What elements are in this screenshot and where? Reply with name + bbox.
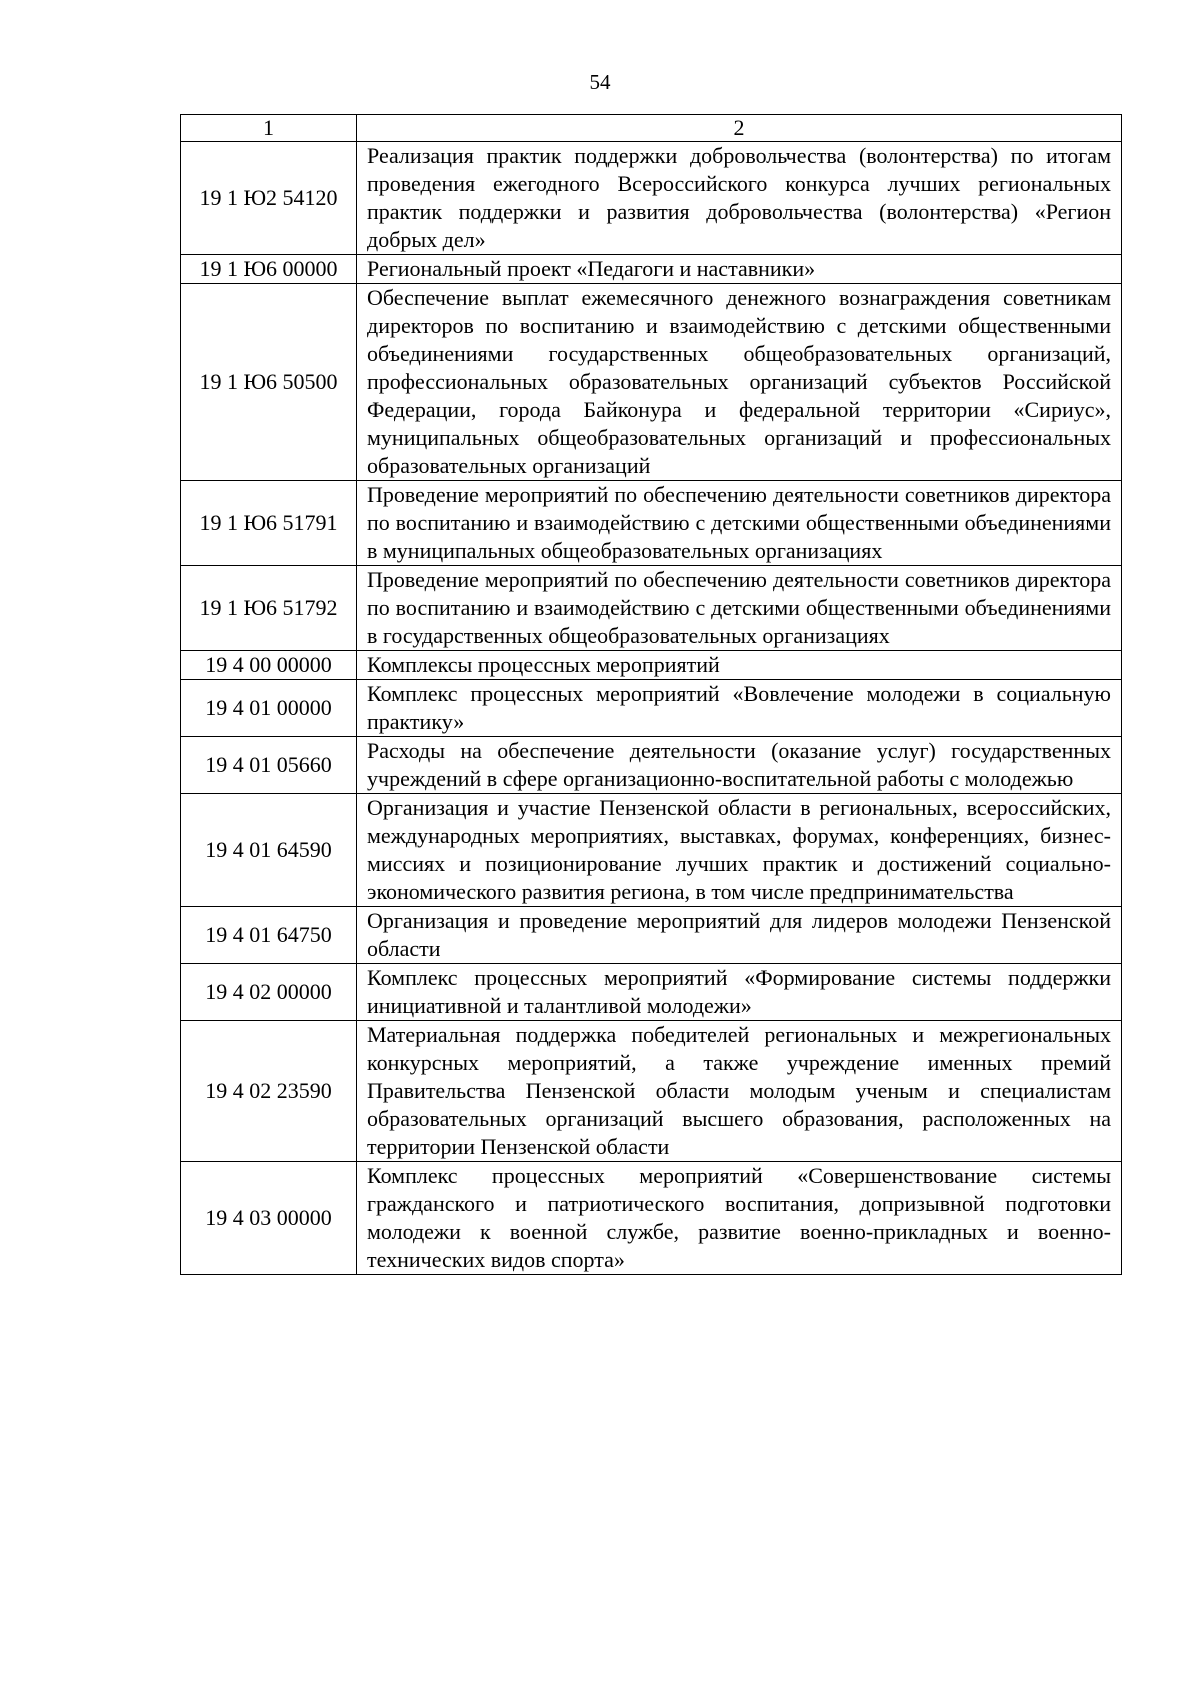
row-description: Комплекс процессных мероприятий «Совершенствование системы гражданского и патриотического воспитания, допризывной подготовки молодежи к военной службе, развитие военно-прикладных и военно-технических видов спорта» bbox=[357, 1162, 1122, 1275]
row-description: Расходы на обеспечение деятельности (оказание услуг) государственных учреждений в сфере организационно-воспитательной работы с молодежью bbox=[357, 737, 1122, 794]
row-description: Реализация практик поддержки добровольчества (волонтерства) по итогам проведения ежегодного Всероссийского конкурса лучших региональных практик поддержки и развития добровольчества (волонтерства) «Регион добрых дел» bbox=[357, 142, 1122, 255]
row-description: Проведение мероприятий по обеспечению деятельности советников директора по воспитанию и взаимодействию с детскими общественными объединениями в муниципальных общеобразовательных организациях bbox=[357, 481, 1122, 566]
table-row bbox=[181, 481, 1122, 566]
table-row bbox=[181, 907, 1122, 964]
row-code: 19 4 01 05660 bbox=[181, 737, 357, 794]
row-code: 19 4 02 00000 bbox=[181, 964, 357, 1021]
row-code: 19 4 00 00000 bbox=[181, 651, 357, 680]
budget-classification-table bbox=[180, 114, 1122, 1275]
table-row bbox=[181, 142, 1122, 255]
row-description: Региональный проект «Педагоги и наставники» bbox=[357, 255, 1122, 284]
row-code: 19 1 Ю6 00000 bbox=[181, 255, 357, 284]
row-code: 19 4 01 64590 bbox=[181, 794, 357, 907]
table-row bbox=[181, 566, 1122, 651]
row-code: 19 1 Ю2 54120 bbox=[181, 142, 357, 255]
column-header-description: 2 bbox=[357, 115, 1122, 142]
table-header-row bbox=[181, 115, 1122, 142]
table-row bbox=[181, 1021, 1122, 1162]
table-row bbox=[181, 794, 1122, 907]
row-code: 19 1 Ю6 50500 bbox=[181, 284, 357, 481]
row-description: Комплекс процессных мероприятий «Вовлечение молодежи в социальную практику» bbox=[357, 680, 1122, 737]
row-code: 19 4 01 64750 bbox=[181, 907, 357, 964]
table-row bbox=[181, 255, 1122, 284]
row-code: 19 1 Ю6 51791 bbox=[181, 481, 357, 566]
row-description: Комплексы процессных мероприятий bbox=[357, 651, 1122, 680]
row-description: Организация и участие Пензенской области в региональных, всероссийских, международных мероприятиях, выставках, форумах, конференциях, бизнес-миссиях и позиционирование лучших практик и достижений социально-экономического развития региона, в том числе предпринимательства bbox=[357, 794, 1122, 907]
table-row bbox=[181, 964, 1122, 1021]
row-description: Комплекс процессных мероприятий «Формирование системы поддержки инициативной и талантливой молодежи» bbox=[357, 964, 1122, 1021]
table-row bbox=[181, 1162, 1122, 1275]
row-description: Материальная поддержка победителей региональных и межрегиональных конкурсных мероприятий, а также учреждение именных премий Правительства Пензенской области молодым ученым и специалистам образовательных организаций высшего образования, расположенных на территории Пензенской области bbox=[357, 1021, 1122, 1162]
table-row bbox=[181, 284, 1122, 481]
row-description: Обеспечение выплат ежемесячного денежного вознаграждения советникам директоров по воспитанию и взаимодействию с детскими общественными объединениями государственных общеобразовательных организаций, профессиональных образовательных организаций субъектов Российской Федерации, города Байконура и федеральной территории «Сириус», муниципальных общеобразовательных организаций и профессиональных образовательных организаций bbox=[357, 284, 1122, 481]
row-code: 19 4 03 00000 bbox=[181, 1162, 357, 1275]
row-description: Проведение мероприятий по обеспечению деятельности советников директора по воспитанию и взаимодействию с детскими общественными объединениями в государственных общеобразовательных организациях bbox=[357, 566, 1122, 651]
page-number: 54 bbox=[589, 70, 611, 94]
table-row bbox=[181, 737, 1122, 794]
row-code: 19 4 02 23590 bbox=[181, 1021, 357, 1162]
column-header-code: 1 bbox=[181, 115, 357, 142]
row-code: 19 4 01 00000 bbox=[181, 680, 357, 737]
table-row bbox=[181, 680, 1122, 737]
row-code: 19 1 Ю6 51792 bbox=[181, 566, 357, 651]
table-row bbox=[181, 651, 1122, 680]
row-description: Организация и проведение мероприятий для лидеров молодежи Пензенской области bbox=[357, 907, 1122, 964]
